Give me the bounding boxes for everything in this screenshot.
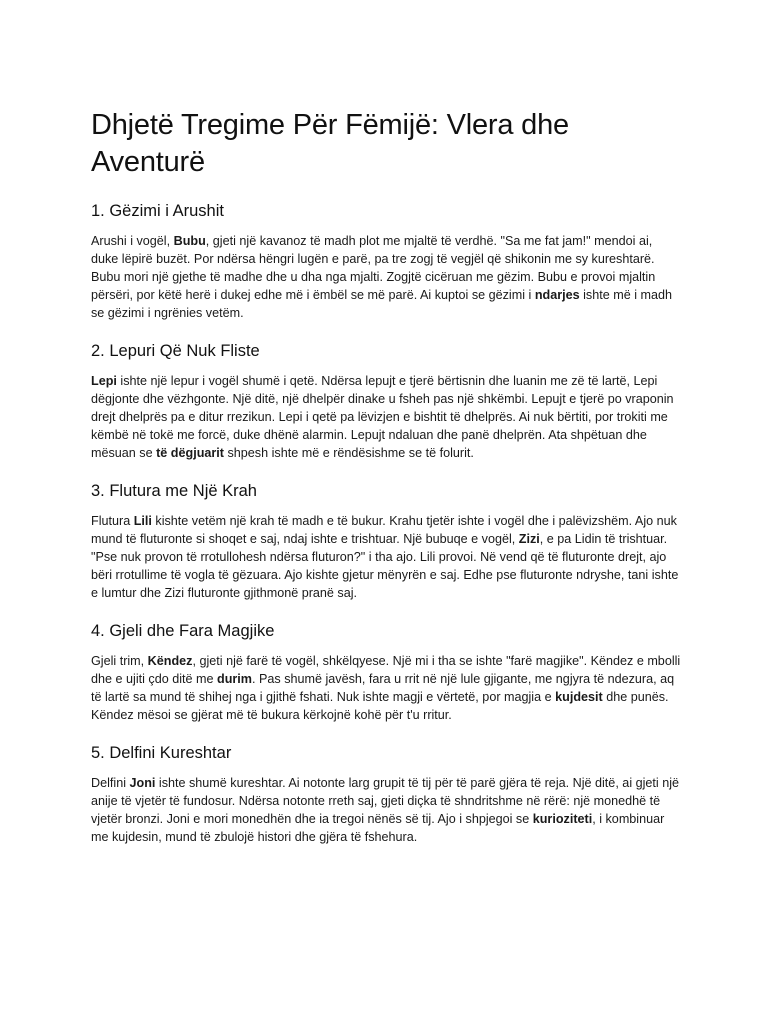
story-heading: 3. Flutura me Një Krah <box>91 482 257 500</box>
story-heading: 1. Gëzimi i Arushit <box>91 202 224 220</box>
document-title: Dhjetë Tregime Për Fëmijë: Vlera dhe Aventurë <box>91 109 569 178</box>
emphasis: Këndez <box>147 654 193 668</box>
emphasis: Joni <box>129 776 156 790</box>
emphasis: Lepi <box>91 374 117 388</box>
story-heading: 2. Lepuri Që Nuk Fliste <box>91 342 260 360</box>
document-body <box>91 107 681 846</box>
emphasis: durim <box>217 672 252 686</box>
story-3 <box>91 480 681 602</box>
story-paragraph: Lepi ishte një lepur i vogël shumë i qetë. Ndërsa lepujt e tjerë bërtisnin dhe luanin me zë të lartë, Lepi dëgjonte dhe vëzhgonte. Një ditë, një dhelpër dinake u fsheh pas një shkëmbi. Lepujt e tjerë po vraponin drejt dhelprës pa e ditur rrezikun. Lepi i qetë pa lëvizjen e bishtit të dhelprës. Ai nuk bërtiti, por trokiti me këmbë në tokë me forcë, duke dhënë alarmin. Lepujt ndaluan dhe panë dhelprën. Ata shpëtuan dhe mësuan se të dëgjuarit shpesh ishte më e rëndësishme se të folurit. <box>91 374 674 460</box>
story-5 <box>91 742 681 846</box>
story-paragraph: Arushi i vogël, Bubu, gjeti një kavanoz të madh plot me mjaltë të verdhë. "Sa me fat jam!" mendoi ai, duke lëpirë buzët. Por ndërsa hëngri lugën e parë, pa tre zogj të vegjël që shikonin me sy kureshtarë. Bubu mori një gjethe të madhe dhe u dha nga mjalti. Zogjtë cicëruan me gëzim. Bubu e provoi mjaltin përsëri, por këtë herë i dukej edhe më i ëmbël se më parë. Ai kuptoi se gëzimi i ndarjes ishte më i madh se gëzimi i ngrënies vetëm. <box>91 234 673 320</box>
emphasis: Zizi <box>518 532 540 546</box>
story-1 <box>91 200 681 322</box>
emphasis: ndarjes <box>534 288 580 302</box>
emphasis: Lili <box>133 514 152 528</box>
emphasis: Bubu <box>173 234 206 248</box>
story-heading: 5. Delfini Kureshtar <box>91 744 232 762</box>
story-paragraph: Gjeli trim, Këndez, gjeti një farë të vogël, shkëlqyese. Një mi i tha se ishte "farë magjike". Këndez e mbolli dhe e ujiti çdo ditë me durim. Pas shumë javësh, fara u rrit në një lule gjigante, me ngjyra të ndezura, aq të lartë sa mund të shihej nga i gjithë fshati. Nuk ishte magji e vërtetë, por magjia e kujdesit dhe punës. Këndez mësoi se gjërat më të bukura kërkojnë kohë për t'u rritur. <box>91 654 681 722</box>
story-2 <box>91 340 681 462</box>
emphasis: kujdesit <box>555 690 603 704</box>
story-paragraph: Delfini Joni ishte shumë kureshtar. Ai notonte larg grupit të tij për të parë gjëra të reja. Një ditë, ai gjeti një anije të vjetër të fundosur. Ndërsa notonte rreth saj, gjeti diçka të shndritshme në rërë: një monedhë të vjetër bronzi. Joni e mori monedhën dhe ia tregoi nënës së tij. Ajo i shpjegoi se kurioziteti, i kombinuar me kujdesin, mund të zbulojë histori dhe gjëra të fshehura. <box>91 776 680 844</box>
story-paragraph: Flutura Lili kishte vetëm një krah të madh e të bukur. Krahu tjetër ishte i vogël dhe i palëvizshëm. Ajo nuk mund të fluturonte si shoqet e saj, ndaj ishte e trishtuar. Një bubuqe e vogël, Zizi, e pa Lidin të trishtuar. "Pse nuk provon të rrotullohesh ndërsa fluturon?" i tha ajo. Lili provoi. Në vend që të fluturonte drejt, ajo bëri rrotullime të vogla të gëzuara. Ajo kishte gjetur mënyrën e saj. Edhe pse fluturonte ndryshe, tani ishte e lumtur dhe Zizi fluturonte gjithmonë pranë saj. <box>91 514 679 600</box>
emphasis: kurioziteti <box>532 812 593 826</box>
story-heading: 4. Gjeli dhe Fara Magjike <box>91 622 275 640</box>
emphasis: të dëgjuarit <box>156 446 224 460</box>
story-4 <box>91 620 681 724</box>
